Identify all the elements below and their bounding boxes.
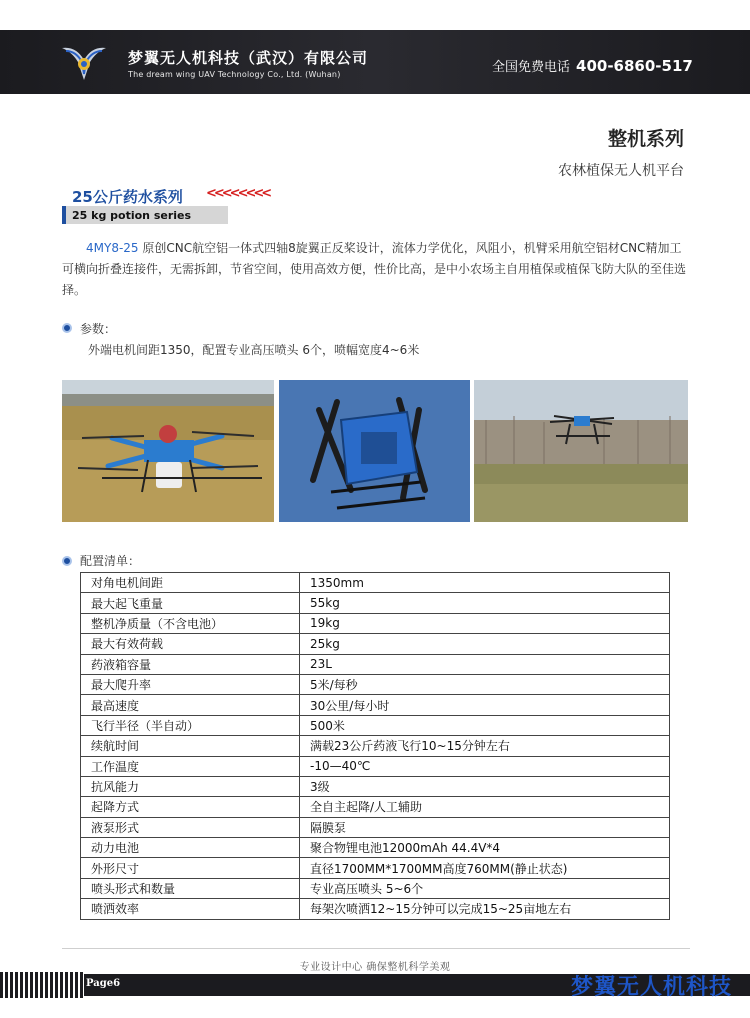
table-row xyxy=(81,756,670,776)
table-row xyxy=(81,858,670,878)
company-name-en: The dream wing UAV Technology Co., Ltd. (Wuhan) xyxy=(128,70,341,79)
footer-divider xyxy=(62,948,690,949)
intro-paragraph xyxy=(62,238,690,301)
table-row xyxy=(81,838,670,858)
table-row xyxy=(81,613,670,633)
table-row xyxy=(81,899,670,919)
params-label: 参数： xyxy=(80,322,117,336)
footer-note: 专业设计中心 确保整机科学美观 xyxy=(299,962,451,973)
hotline xyxy=(492,56,693,75)
table-row xyxy=(81,817,670,837)
footer-brand: 梦翼无人机科技 xyxy=(570,974,732,1000)
spec-value: 23L xyxy=(300,654,670,674)
chevron-decoration: <<<<<<<< xyxy=(206,186,270,201)
hotline-number: 400-6860-517 xyxy=(576,57,693,75)
winged-shield-logo-icon xyxy=(60,40,108,84)
intro-text: 原创CNC航空铝一体式四轴8旋翼正反桨设计，流体力学优化，风阻小，机臂采用航空铝材CNC精加工可横向折叠连接件，无需拆卸，节省空间，使用高效方便，性价比高，是中小农场主自用植保或植保飞防大队的至佳选择。 xyxy=(62,241,687,297)
section-title-cn: 25公斤药水系列 xyxy=(72,188,183,206)
spec-value: 25kg xyxy=(300,634,670,654)
drone-photo-top xyxy=(279,380,470,522)
page-subtitle: 农林植保无人机平台 xyxy=(558,163,684,179)
config-label: 配置清单： xyxy=(80,554,141,568)
spec-key: 起降方式 xyxy=(81,797,300,817)
spec-value: 500米 xyxy=(300,715,670,735)
params-bullet-icon xyxy=(62,323,72,333)
table-row xyxy=(81,593,670,613)
table-row xyxy=(81,878,670,898)
drone-photo-flight xyxy=(474,380,688,522)
table-row xyxy=(81,654,670,674)
spec-value: 30公里/每小时 xyxy=(300,695,670,715)
spec-key: 动力电池 xyxy=(81,838,300,858)
spec-value: 直径1700MM*1700MM高度760MM(静止状态) xyxy=(300,858,670,878)
spec-value: 全自主起降/人工辅助 xyxy=(300,797,670,817)
table-row xyxy=(81,634,670,654)
drone-photo-field xyxy=(62,380,274,522)
spec-value: 19kg xyxy=(300,613,670,633)
page-title: 整机系列 xyxy=(607,128,684,150)
table-row xyxy=(81,797,670,817)
config-bullet-icon xyxy=(62,556,72,566)
header-bar xyxy=(0,30,750,94)
footer-stripes xyxy=(0,972,84,998)
spec-value: 5米/每秒 xyxy=(300,674,670,694)
table-row xyxy=(81,695,670,715)
spec-value: 专业高压喷头 5~6个 xyxy=(300,878,670,898)
hotline-label: 全国免费电话 xyxy=(492,60,571,75)
spec-key: 喷洒效率 xyxy=(81,899,300,919)
spec-key: 整机净质量（不含电池） xyxy=(81,613,300,633)
spec-value: 1350mm xyxy=(300,573,670,593)
table-row xyxy=(81,573,670,593)
spec-key: 飞行半径（半自动） xyxy=(81,715,300,735)
section-title-en: 25 kg potion series xyxy=(72,209,192,222)
params-text: 外端电机间距1350，配置专业高压喷头 6个，喷幅宽度4~6米 xyxy=(88,343,420,357)
spec-key: 工作温度 xyxy=(81,756,300,776)
table-row xyxy=(81,715,670,735)
spec-key: 最大起飞重量 xyxy=(81,593,300,613)
spec-key: 外形尺寸 xyxy=(81,858,300,878)
spec-key: 药液箱容量 xyxy=(81,654,300,674)
spec-table xyxy=(80,572,670,920)
table-row xyxy=(81,776,670,796)
page-number: Page6 xyxy=(86,978,121,989)
table-row xyxy=(81,736,670,756)
model-number: 4MY8-25 xyxy=(86,241,139,255)
spec-key: 液泵形式 xyxy=(81,817,300,837)
spec-key: 对角电机间距 xyxy=(81,573,300,593)
spec-key: 最大爬升率 xyxy=(81,674,300,694)
spec-value: 聚合物锂电池12000mAh 44.4V*4 xyxy=(300,838,670,858)
spec-key: 抗风能力 xyxy=(81,776,300,796)
company-name-cn: 梦翼无人机科技（武汉）有限公司 xyxy=(128,49,369,67)
spec-value: 隔膜泵 xyxy=(300,817,670,837)
spec-key: 最高速度 xyxy=(81,695,300,715)
spec-value: 满载23公斤药液飞行10~15分钟左右 xyxy=(300,736,670,756)
spec-value: 3级 xyxy=(300,776,670,796)
spec-key: 最大有效荷载 xyxy=(81,634,300,654)
table-row xyxy=(81,674,670,694)
spec-value: -10—40℃ xyxy=(300,756,670,776)
spec-value: 55kg xyxy=(300,593,670,613)
spec-value: 每架次喷洒12~15分钟可以完成15~25亩地左右 xyxy=(300,899,670,919)
spec-key: 喷头形式和数量 xyxy=(81,878,300,898)
spec-key: 续航时间 xyxy=(81,736,300,756)
